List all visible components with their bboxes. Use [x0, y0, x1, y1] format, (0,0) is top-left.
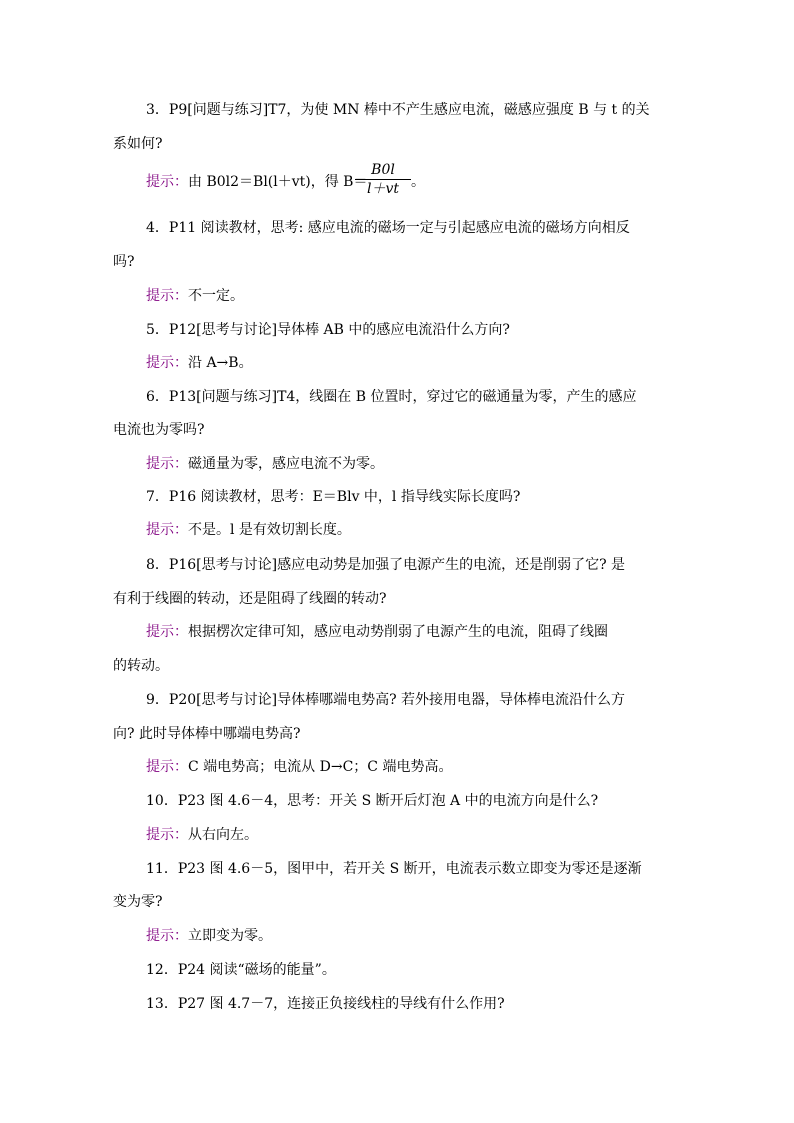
hint-label: 提示： [146, 759, 188, 775]
question-4-line-1: 4．P11 阅读教材，思考: 感应电流的磁场一定与引起感应电流的磁场方向相反 [146, 220, 630, 236]
question-6-line-2: 电流也为零吗? [113, 422, 205, 438]
question-4-line-2: 吗? [113, 254, 135, 270]
hint-11 [146, 926, 272, 946]
question-11-line-2: 变为零? [113, 894, 163, 910]
hint-7-text: 不是。l 是有效切割长度。 [188, 522, 351, 538]
hint-10 [146, 825, 258, 845]
hint-label: 提示： [146, 355, 188, 371]
hint-10-text: 从右向左。 [188, 827, 258, 843]
hint-5 [146, 353, 253, 373]
hint-8-line-2: 的转动。 [113, 658, 169, 674]
hint-3-text: 由 B0l2＝Bl(l＋vt)，得 B＝ [188, 174, 368, 190]
question-11-line-1: 11．P23 图 4.6－5，图甲中，若开关 S 断开，电流表示数立即变为零还是逐渐 [146, 861, 642, 877]
question-9-line-1: 9．P20[思考与讨论]导体棒哪端电势高? 若外接用电器，导体棒电流沿什么方 [146, 692, 626, 708]
hint-6-text: 磁通量为零，感应电流不为零。 [188, 456, 384, 472]
hint-4-text: 不一定。 [188, 288, 244, 304]
hint-3-end: 。 [411, 174, 425, 190]
fraction-denominator: l＋vt [366, 181, 399, 197]
hint-5-text: 沿 A→B。 [188, 355, 253, 371]
hint-9 [146, 757, 452, 777]
fraction-bar [355, 179, 411, 180]
question-3-line-2: 系如何? [113, 136, 163, 152]
hint-3-fraction [355, 162, 411, 197]
question-5: 5．P12[思考与讨论]导体棒 AB 中的感应电流沿什么方向? [146, 322, 510, 338]
hint-3 [146, 172, 367, 192]
hint-label: 提示： [146, 624, 188, 640]
question-7: 7．P16 阅读教材，思考：E＝Blv 中，l 指导线实际长度吗? [146, 489, 521, 505]
question-8-line-1: 8．P16[思考与讨论]感应电动势是加强了电源产生的电流，还是削弱了它? 是 [146, 557, 626, 573]
hint-label: 提示： [146, 174, 188, 190]
hint-7 [146, 520, 351, 540]
question-12: 12．P24 阅读“磁场的能量”。 [146, 962, 336, 978]
question-3-line-1: 3．P9[问题与练习]T7，为使 MN 棒中不产生感应电流，磁感应强度 B 与 t 的关 [146, 102, 650, 118]
question-8-line-2: 有利于线圈的转动，还是阻碍了线圈的转动? [113, 591, 387, 607]
question-13: 13．P27 图 4.7－7，连接正负接线柱的导线有什么作用? [146, 996, 505, 1012]
question-10: 10．P23 图 4.6－4，思考：开关 S 断开后灯泡 A 中的电流方向是什么? [146, 793, 599, 809]
hint-label: 提示： [146, 827, 188, 843]
question-9-line-2: 向? 此时导体棒中哪端电势高? [113, 726, 301, 742]
hint-8-text: 根据楞次定律可知，感应电动势削弱了电源产生的电流，阻碍了线圈 [188, 624, 608, 640]
fraction-numerator: B0l [371, 162, 395, 178]
hint-11-text: 立即变为零。 [188, 928, 272, 944]
hint-label: 提示： [146, 522, 188, 538]
hint-label: 提示： [146, 288, 188, 304]
hint-4 [146, 286, 244, 306]
hint-6 [146, 454, 384, 474]
hint-label: 提示： [146, 928, 188, 944]
question-6-line-1: 6．P13[问题与练习]T4，线圈在 B 位置时，穿过它的磁通量为零，产生的感应 [146, 389, 637, 405]
hint-9-text: C 端电势高；电流从 D→C；C 端电势高。 [188, 759, 453, 775]
hint-8-line-1 [146, 622, 608, 642]
hint-label: 提示： [146, 456, 188, 472]
